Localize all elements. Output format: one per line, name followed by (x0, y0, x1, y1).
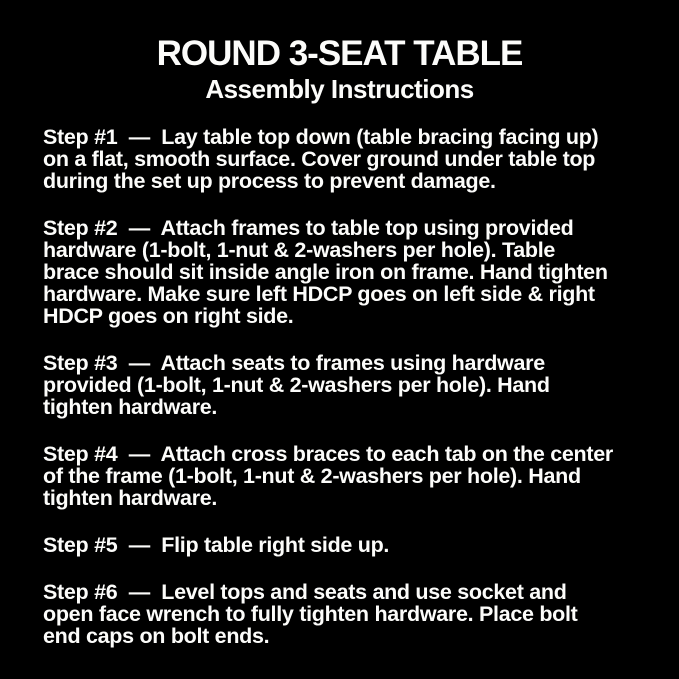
step-line: Step #4 — Attach cross braces to each tab on the center (43, 442, 613, 466)
step-line: provided (1-bolt, 1-nut & 2-washers per hole). Hand (43, 373, 550, 397)
step-paragraph-6 (43, 581, 653, 647)
step-line: Step #6 — Level tops and seats and use socket and (43, 580, 567, 604)
step-paragraph-1 (43, 126, 653, 192)
step-line: hardware (1-bolt, 1-nut & 2-washers per hole). Table (43, 238, 556, 262)
step-line: end caps on bolt ends. (43, 624, 270, 648)
step-line: Step #5 — Flip table right side up. (43, 533, 390, 557)
step-paragraph-2 (43, 217, 653, 327)
step-line: tighten hardware. (43, 486, 218, 510)
step-line: during the set up process to prevent damage. (43, 169, 496, 193)
steps-list (0, 126, 679, 647)
step-paragraph-4 (43, 443, 653, 509)
page-title: ROUND 3-SEAT TABLE (156, 34, 523, 73)
step-line: open face wrench to fully tighten hardware. Place bolt (43, 602, 578, 626)
page-subtitle: Assembly Instructions (205, 74, 474, 104)
step-line: tighten hardware. (43, 395, 218, 419)
step-line: Step #2 — Attach frames to table top using provided (43, 216, 574, 240)
step-line: of the frame (1-bolt, 1-nut & 2-washers per hole). Hand (43, 464, 581, 488)
step-paragraph-5 (43, 534, 653, 556)
step-line: on a flat, smooth surface. Cover ground under table top (43, 147, 596, 171)
step-paragraph-3 (43, 352, 653, 418)
step-line: Step #3 — Attach seats to frames using hardware (43, 351, 545, 375)
step-line: HDCP goes on right side. (43, 304, 294, 328)
step-line: Step #1 — Lay table top down (table bracing facing up) (43, 125, 599, 149)
step-line: brace should sit inside angle iron on frame. Hand tighten (43, 260, 608, 284)
step-line: hardware. Make sure left HDCP goes on left side & right (43, 282, 595, 306)
